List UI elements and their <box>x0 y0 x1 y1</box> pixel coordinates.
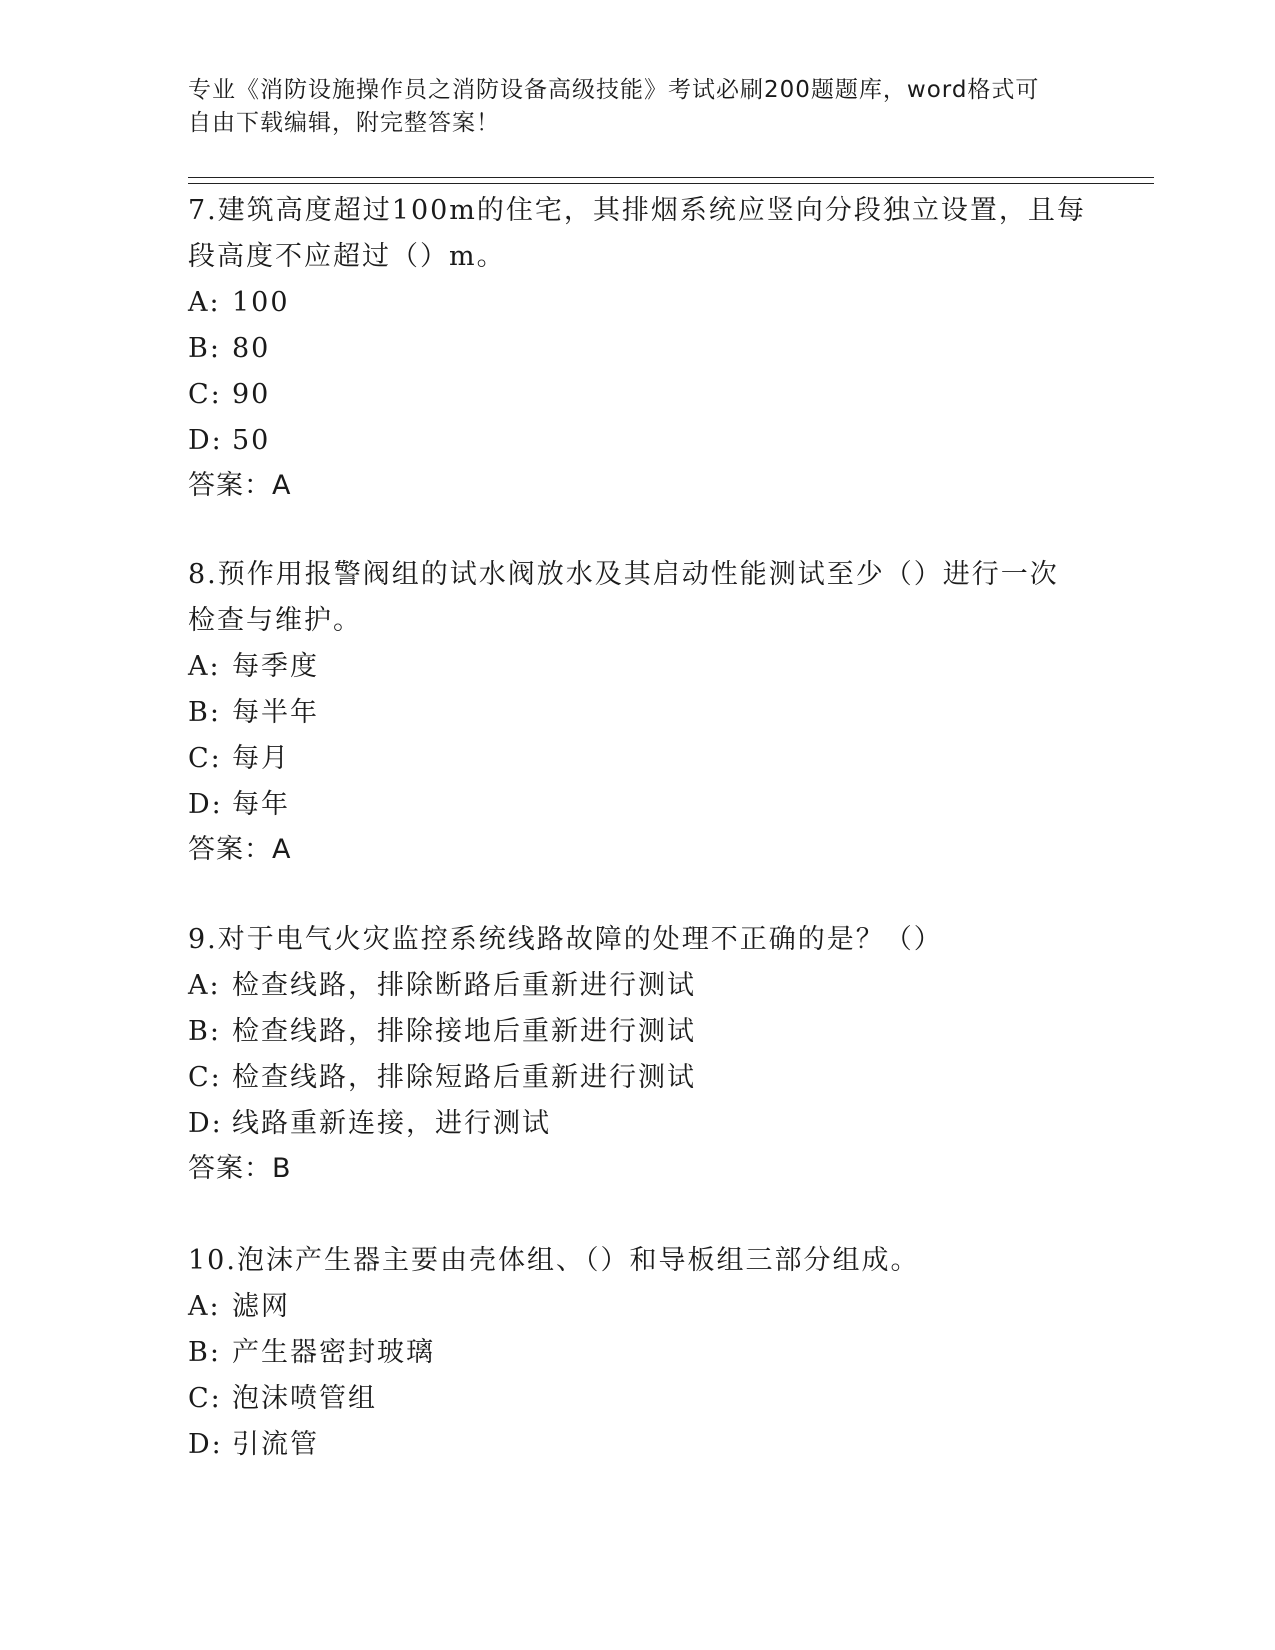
option-a <box>188 1284 1088 1330</box>
option-text: 检查线路，排除短路后重新进行测试 <box>232 1062 696 1093</box>
option-key: A: <box>188 287 221 318</box>
question-7 <box>188 188 1088 508</box>
option-text: 100 <box>232 287 290 318</box>
option-d <box>188 1422 1088 1468</box>
option-text: 每季度 <box>232 651 319 682</box>
option-text: 线路重新连接，进行测试 <box>232 1108 551 1139</box>
option-key: D: <box>188 1429 223 1460</box>
question-stem-line: 检查与维护。 <box>188 605 362 636</box>
header-divider-top <box>188 177 1154 178</box>
option-text: 泡沫喷管组 <box>232 1383 377 1414</box>
option-key: B: <box>188 1016 221 1047</box>
option-d <box>188 1101 1088 1147</box>
option-key: D: <box>188 425 223 456</box>
option-b <box>188 326 1088 372</box>
answer-line: 答案：A <box>188 834 292 865</box>
option-text: 滤网 <box>232 1291 290 1322</box>
option-c <box>188 372 1088 418</box>
option-key: A: <box>188 1291 221 1322</box>
option-a <box>188 644 1088 690</box>
option-key: C: <box>188 743 222 774</box>
document-header <box>188 74 1068 140</box>
header-divider-bottom <box>188 183 1154 184</box>
option-a <box>188 963 1088 1009</box>
option-key: B: <box>188 333 221 364</box>
option-key: A: <box>188 651 221 682</box>
question-stem-line: 段高度不应超过（）m。 <box>188 241 506 272</box>
option-text: 每月 <box>232 743 290 774</box>
question-9 <box>188 917 1088 1191</box>
question-8 <box>188 552 1088 872</box>
option-c <box>188 736 1088 782</box>
answer-line: 答案：B <box>188 1153 292 1184</box>
option-key: C: <box>188 1062 222 1093</box>
option-key: D: <box>188 789 223 820</box>
question-10 <box>188 1238 1088 1468</box>
option-text: 检查线路，排除断路后重新进行测试 <box>232 970 696 1001</box>
question-stem-line: 7.建筑高度超过100m的住宅，其排烟系统应竖向分段独立设置，且每 <box>188 195 1086 226</box>
question-stem-line: 8.预作用报警阀组的试水阀放水及其启动性能测试至少（）进行一次 <box>188 559 1059 590</box>
option-text: 每半年 <box>232 697 319 728</box>
option-d <box>188 782 1088 828</box>
option-b <box>188 1009 1088 1055</box>
option-text: 每年 <box>232 789 290 820</box>
header-line-1: 专业《消防设施操作员之消防设备高级技能》考试必刷200题题库，word格式可 <box>188 77 1040 103</box>
header-line-2: 自由下载编辑，附完整答案！ <box>188 110 500 136</box>
option-text: 50 <box>232 425 271 456</box>
option-d <box>188 418 1088 464</box>
answer-line: 答案：A <box>188 470 292 501</box>
option-key: C: <box>188 1383 222 1414</box>
option-key: B: <box>188 1337 221 1368</box>
option-b <box>188 690 1088 736</box>
option-key: A: <box>188 970 221 1001</box>
option-text: 检查线路，排除接地后重新进行测试 <box>232 1016 696 1047</box>
option-key: D: <box>188 1108 223 1139</box>
option-c <box>188 1055 1088 1101</box>
option-text: 引流管 <box>232 1429 319 1460</box>
option-text: 90 <box>232 379 271 410</box>
option-b <box>188 1330 1088 1376</box>
option-key: C: <box>188 379 222 410</box>
question-stem-line: 9.对于电气火灾监控系统线路故障的处理不正确的是？（） <box>188 924 943 955</box>
option-a <box>188 280 1088 326</box>
option-text: 80 <box>232 333 271 364</box>
option-c <box>188 1376 1088 1422</box>
question-stem-line: 10.泡沫产生器主要由壳体组、（）和导板组三部分组成。 <box>188 1245 920 1276</box>
option-text: 产生器密封玻璃 <box>232 1337 435 1368</box>
option-key: B: <box>188 697 221 728</box>
